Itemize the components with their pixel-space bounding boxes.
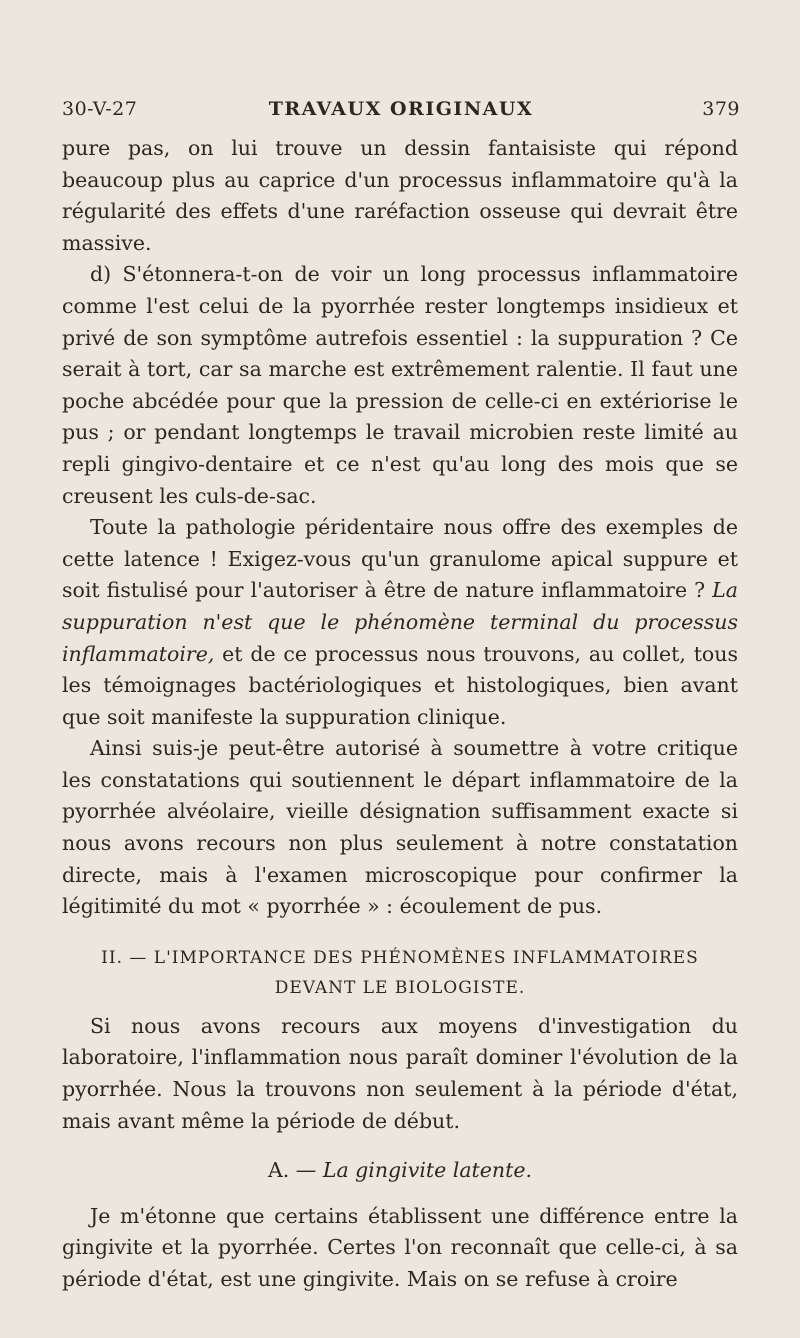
running-header bbox=[62, 98, 740, 128]
header-date: 30-V-27 bbox=[62, 98, 138, 120]
subsection-prefix: A. — bbox=[267, 1158, 323, 1183]
paragraph-text: Toute la pathologie péridentaire nous offre des exemples de cette latence ! Exigez-vous qu'un granulome apical suppure et soit fistulisé pour l'autoriser à être de nature inflammatoire ? bbox=[62, 515, 738, 603]
paragraph-continued: pure pas, on lui trouve un dessin fantaisiste qui répond beaucoup plus au caprice d'un processus inflammatoire qu'à la régularité des effets d'une raréfaction osseuse qui devrait être massive. bbox=[62, 136, 738, 255]
paragraph-emphasis: La suppuration n'est que le phénomène terminal du processus inflammatoire, bbox=[62, 578, 738, 666]
body-text bbox=[62, 133, 738, 1296]
paragraph: Je m'étonne que certains établissent une différence entre la gingivite et la pyorrhée. Certes l'on reconnaît que celle-ci, à sa période d'état, est une gingivite. Mais on se refuse à croire bbox=[62, 1203, 738, 1291]
subsection-heading bbox=[62, 1155, 738, 1187]
subsection-title: La gingivite latente. bbox=[322, 1158, 533, 1183]
page-number: 379 bbox=[702, 98, 740, 120]
paragraph bbox=[62, 512, 738, 733]
paragraph-text: et de ce processus nous trouvons, au collet, tous les témoignages bactériologiques et histologiques, bien avant que soit manifeste la suppuration clinique. bbox=[62, 641, 738, 729]
paragraph: Si nous avons recours aux moyens d'investigation du laboratoire, l'inflammation nous paraît dominer l'évolution de la pyorrhée. Nous la trouvons non seulement à la période d'état, mais avant même la période de début. bbox=[62, 1013, 738, 1133]
header-title: TRAVAUX ORIGINAUX bbox=[268, 98, 534, 120]
section-heading: II. — L'IMPORTANCE DES PHÉNOMÈNES INFLAMMATOIRES DEVANT LE BIOLOGISTE. bbox=[101, 947, 699, 998]
paragraph: d) S'étonnera-t-on de voir un long processus inflammatoire comme l'est celui de la pyorrhée rester longtemps insidieux et privé de son symptôme autrefois essentiel : la suppuration ? Ce serait à tort, car sa marche est extrêmement ralentie. Il faut une poche abcédée pour que la pression de celle-ci en extériorise le pus ; or pendant longtemps le travail microbien reste limité au repli gingivo-dentaire et ce n'est qu'au long des mois que se creusent les culs-de-sac. bbox=[62, 262, 738, 508]
paragraph: Ainsi suis-je peut-être autorisé à soumettre à votre critique les constatations qui soutiennent le départ inflammatoire de la pyorrhée alvéolaire, vieille désignation suffisamment exacte si nous avons recours non plus seulement à notre constatation directe, mais à l'examen microscopique pour confirmer la légitimité du mot « pyorrhée » : écoulement de pus. bbox=[62, 736, 738, 919]
